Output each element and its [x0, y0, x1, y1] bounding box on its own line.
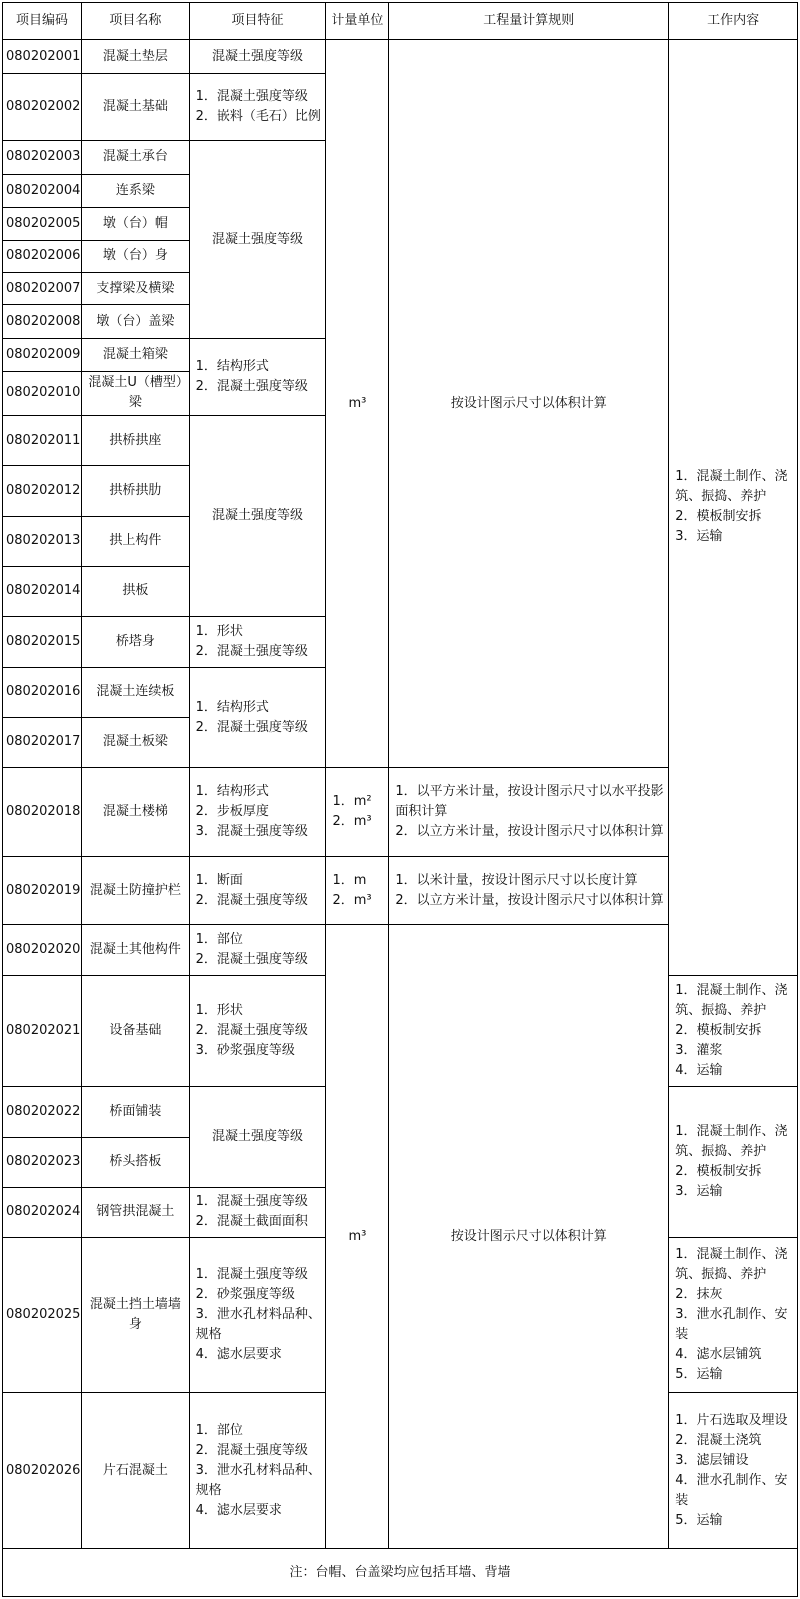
item-name: 拱桥拱肋	[82, 466, 189, 517]
item-name: 拱桥拱座	[82, 415, 189, 466]
header-unit: 计量单位	[326, 3, 389, 40]
item-features: 1．断面 2．混凝土强度等级	[189, 857, 326, 925]
header-features: 项目特征	[189, 3, 326, 40]
item-code: 080202013	[3, 517, 82, 567]
item-code: 080202003	[3, 141, 82, 174]
item-work: 1．混凝土制作、浇筑、振捣、养护 2．模板制安拆 3．运输	[669, 40, 798, 976]
item-work: 1．混凝土制作、浇筑、振捣、养护 2．模板制安拆 3．运输	[669, 1087, 798, 1238]
item-name: 混凝土板梁	[82, 717, 189, 768]
item-code: 080202001	[3, 40, 82, 74]
item-features: 1．结构形式 2．混凝土强度等级	[189, 338, 326, 415]
item-code: 080202009	[3, 338, 82, 371]
item-rule: 1．以平方米计量，按设计图示尺寸以水平投影面积计算 2．以立方米计量，按设计图示尺寸以体积计算	[389, 768, 669, 857]
item-name: 混凝土连续板	[82, 667, 189, 717]
item-features: 1．形状 2．混凝土强度等级	[189, 617, 326, 668]
item-name: 桥头搭板	[82, 1137, 189, 1187]
item-code: 080202004	[3, 174, 82, 207]
item-unit: 1．m 2．m³	[326, 857, 389, 925]
item-features: 1．形状 2．混凝土强度等级 3．砂浆强度等级	[189, 975, 326, 1086]
table-row	[3, 40, 798, 74]
item-features: 1．结构形式 2．步板厚度 3．混凝土强度等级	[189, 768, 326, 857]
item-work: 1．片石选取及埋设 2．混凝土浇筑 3．滤层铺设 4．泄水孔制作、安装 5．运输	[669, 1393, 798, 1549]
item-name: 墩（台）盖梁	[82, 305, 189, 338]
item-name: 混凝土箱梁	[82, 338, 189, 371]
header-row	[3, 3, 798, 40]
header-rule: 工程量计算规则	[389, 3, 669, 40]
item-name: 连系梁	[82, 174, 189, 207]
item-code: 080202025	[3, 1238, 82, 1393]
item-name: 拱板	[82, 566, 189, 617]
item-code: 080202018	[3, 768, 82, 857]
note-row	[3, 1549, 798, 1597]
item-unit: 1．m² 2．m³	[326, 768, 389, 857]
item-name: 拱上构件	[82, 517, 189, 567]
item-name: 桥面铺装	[82, 1087, 189, 1138]
header-name: 项目名称	[82, 3, 189, 40]
item-rule: 按设计图示尺寸以体积计算	[389, 925, 669, 1549]
item-unit: m³	[326, 40, 389, 768]
item-name: 设备基础	[82, 975, 189, 1086]
header-work: 工作内容	[669, 3, 798, 40]
item-features: 1．混凝土强度等级 2．嵌料（毛石）比例	[189, 74, 326, 141]
item-code: 080202023	[3, 1137, 82, 1187]
item-features: 1．混凝土强度等级 2．混凝土截面面积	[189, 1187, 326, 1238]
item-code: 080202012	[3, 466, 82, 517]
item-name: 支撑梁及横梁	[82, 272, 189, 304]
item-code: 080202022	[3, 1087, 82, 1138]
item-features: 混凝土强度等级	[189, 141, 326, 338]
item-code: 080202016	[3, 667, 82, 717]
item-name: 混凝土其他构件	[82, 925, 189, 976]
item-work: 1．混凝土制作、浇筑、振捣、养护 2．抹灰 3．泄水孔制作、安装 4．滤水层铺筑 5．运输	[669, 1238, 798, 1393]
bill-of-quantities-table	[2, 2, 798, 1597]
header-code: 项目编码	[3, 3, 82, 40]
item-name: 墩（台）帽	[82, 208, 189, 240]
item-features: 混凝土强度等级	[189, 415, 326, 617]
item-code: 080202026	[3, 1393, 82, 1549]
item-features: 混凝土强度等级	[189, 1087, 326, 1187]
item-code: 080202010	[3, 372, 82, 416]
item-name: 混凝土楼梯	[82, 768, 189, 857]
item-work: 1．混凝土制作、浇筑、振捣、养护 2．模板制安拆 3．灌浆 4．运输	[669, 975, 798, 1086]
item-features: 1．部位 2．混凝土强度等级 3．泄水孔材料品种、规格 4．滤水层要求	[189, 1393, 326, 1549]
item-unit: m³	[326, 925, 389, 1549]
item-features: 混凝土强度等级	[189, 40, 326, 74]
item-name: 混凝土挡土墙墙身	[82, 1238, 189, 1393]
item-name: 混凝土承台	[82, 141, 189, 174]
item-rule: 1．以米计量，按设计图示尺寸以长度计算 2．以立方米计量，按设计图示尺寸以体积计算	[389, 857, 669, 925]
item-code: 080202008	[3, 305, 82, 338]
item-name: 混凝土防撞护栏	[82, 857, 189, 925]
item-code: 080202014	[3, 566, 82, 617]
item-name: 混凝土基础	[82, 74, 189, 141]
item-code: 080202005	[3, 208, 82, 240]
item-code: 080202019	[3, 857, 82, 925]
item-code: 080202015	[3, 617, 82, 668]
item-name: 钢管拱混凝土	[82, 1187, 189, 1238]
item-name: 混凝土垫层	[82, 40, 189, 74]
item-code: 080202007	[3, 272, 82, 304]
item-code: 080202002	[3, 74, 82, 141]
item-rule: 按设计图示尺寸以体积计算	[389, 40, 669, 768]
item-name: 墩（台）身	[82, 240, 189, 272]
item-name: 片石混凝土	[82, 1393, 189, 1549]
item-name: 桥塔身	[82, 617, 189, 668]
item-code: 080202021	[3, 975, 82, 1086]
item-code: 080202017	[3, 717, 82, 768]
table-note: 注：台帽、台盖梁均应包括耳墙、背墙	[3, 1549, 798, 1597]
item-features: 1．混凝土强度等级 2．砂浆强度等级 3．泄水孔材料品种、规格 4．滤水层要求	[189, 1238, 326, 1393]
item-name: 混凝土U（槽型）梁	[82, 372, 189, 416]
item-code: 080202006	[3, 240, 82, 272]
item-features: 1．结构形式 2．混凝土强度等级	[189, 667, 326, 767]
item-code: 080202024	[3, 1187, 82, 1238]
item-code: 080202020	[3, 925, 82, 976]
item-code: 080202011	[3, 415, 82, 466]
item-features: 1．部位 2．混凝土强度等级	[189, 925, 326, 976]
